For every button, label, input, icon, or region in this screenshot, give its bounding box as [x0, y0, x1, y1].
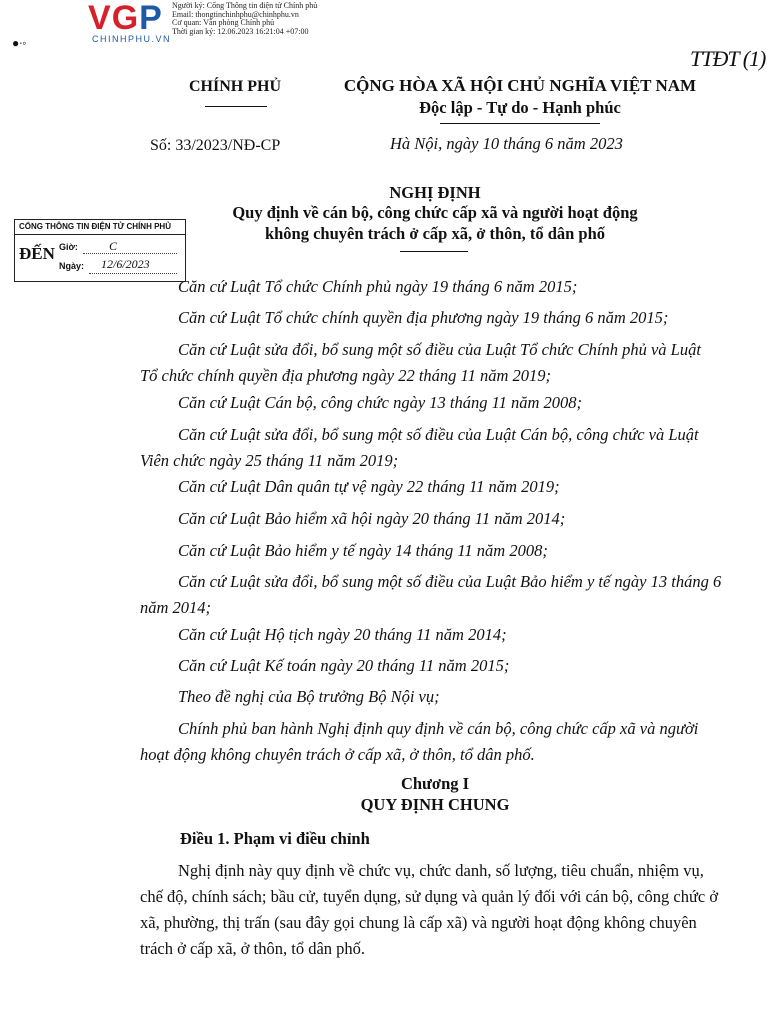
nation-name: CỘNG HÒA XÃ HỘI CHỦ NGHĨA VIỆT NAM — [343, 76, 697, 95]
vgp-logo — [88, 0, 163, 36]
legal-basis: Căn cứ Luật Tổ chức chính quyền địa phương ngày 19 tháng 6 năm 2015; — [178, 308, 669, 327]
promulgation-line: Chính phủ ban hành Nghị định quy định về cán bộ, công chức cấp xã và người hoạt động không chuyên trách ở cấp xã, ở thôn, tổ dân phố. — [140, 719, 699, 764]
signer-line: Người ký: Cổng Thông tin điện tử Chính phủ — [172, 1, 318, 10]
stamp-den-label: ĐẾN — [19, 244, 55, 263]
legal-basis: Căn cứ Luật sửa đổi, bổ sung một số điều của Luật Tổ chức Chính phủ và Luật Tổ chức chính quyền địa phương ngày 22 tháng 11 năm 2019; — [140, 340, 701, 385]
stamp-time-line — [83, 253, 177, 254]
signer-line: Thời gian ký: 12.06.2023 16:21:04 +07:00 — [172, 26, 309, 36]
place-date: Hà Nội, ngày 10 tháng 6 năm 2023 — [390, 134, 623, 153]
title-underline — [400, 251, 468, 252]
logo-letter-p: P — [139, 0, 163, 37]
scan-mark-icon: ●∙◦ — [12, 36, 27, 50]
chapter-title: QUY ĐỊNH CHUNG — [360, 795, 510, 814]
legal-basis: Căn cứ Luật Bảo hiểm xã hội ngày 20 tháng 11 năm 2014; — [178, 509, 566, 528]
article-body: Nghị định này quy định về chức vụ, chức danh, số lượng, tiêu chuẩn, nhiệm vụ, chế độ, chính sách; bầu cử, tuyển dụng, sử dụng và quản lý đối với cán bộ, công chức ở xã, phường, thị trấn (sau đây gọi chung là cấp xã) và người hoạt động không chuyên trách ở cấp xã, ở thôn, tổ dân phố. — [140, 861, 719, 958]
signer-line: Email: thongtinchinhphu@chinhphu.vn — [172, 9, 299, 19]
proposal-line: Theo đề nghị của Bộ trưởng Bộ Nội vụ; — [178, 687, 440, 706]
logo-letter-v: V — [88, 0, 112, 37]
signer-line: Cơ quan: Văn phòng Chính phủ — [172, 18, 275, 28]
document-title-line-1: Quy định về cán bộ, công chức cấp xã và người hoạt động — [232, 203, 638, 222]
logo-subtitle: CHINHPHU.VN — [92, 34, 172, 44]
motto-underline — [440, 123, 600, 124]
motto: Độc lập - Tự do - Hạnh phúc — [419, 98, 621, 117]
issuer-name: CHÍNH PHỦ — [189, 78, 281, 95]
legal-basis: Căn cứ Luật Kế toán ngày 20 tháng 11 năm 2015; — [178, 656, 510, 675]
legal-basis: Căn cứ Luật sửa đổi, bổ sung một số điều của Luật Bảo hiểm y tế ngày 13 tháng 6 năm 2014; — [140, 572, 722, 617]
stamp-date-label: Ngày: — [59, 261, 85, 271]
handwritten-note: TTĐT (1) — [690, 46, 766, 71]
legal-basis: Căn cứ Luật Cán bộ, công chức ngày 13 tháng 11 năm 2008; — [178, 393, 583, 412]
stamp-time-value: C — [109, 239, 118, 253]
stamp-header: CỔNG THÔNG TIN ĐIỆN TỬ CHÍNH PHỦ — [19, 222, 171, 231]
legal-basis: Căn cứ Luật sửa đổi, bổ sung một số điều của Luật Cán bộ, công chức và Luật Viên chức ngày 25 tháng 11 năm 2019; — [140, 425, 699, 470]
document-title-line-2: không chuyên trách ở cấp xã, ở thôn, tổ dân phố — [264, 224, 606, 243]
legal-basis: Căn cứ Luật Tổ chức Chính phủ ngày 19 tháng 6 năm 2015; — [178, 277, 578, 296]
legal-basis: Căn cứ Luật Bảo hiểm y tế ngày 14 tháng 11 năm 2008; — [178, 541, 548, 560]
issuer-underline — [205, 106, 267, 107]
document-type: NGHỊ ĐỊNH — [389, 183, 481, 202]
logo-letter-g: G — [111, 0, 140, 37]
legal-basis: Căn cứ Luật Hộ tịch ngày 20 tháng 11 năm 2014; — [178, 625, 507, 644]
receipt-stamp — [14, 219, 186, 282]
digital-signature-info — [172, 2, 317, 36]
article-heading: Điều 1. Phạm vi điều chỉnh — [180, 829, 370, 848]
chapter-number: Chương I — [400, 774, 470, 793]
stamp-time-label: Giờ: — [59, 242, 78, 252]
stamp-date-value: 12/6/2023 — [101, 257, 150, 271]
stamp-divider — [15, 234, 185, 235]
legal-basis: Căn cứ Luật Dân quân tự vệ ngày 22 tháng 11 năm 2019; — [178, 477, 560, 496]
document-number: Số: 33/2023/NĐ-CP — [150, 137, 281, 154]
